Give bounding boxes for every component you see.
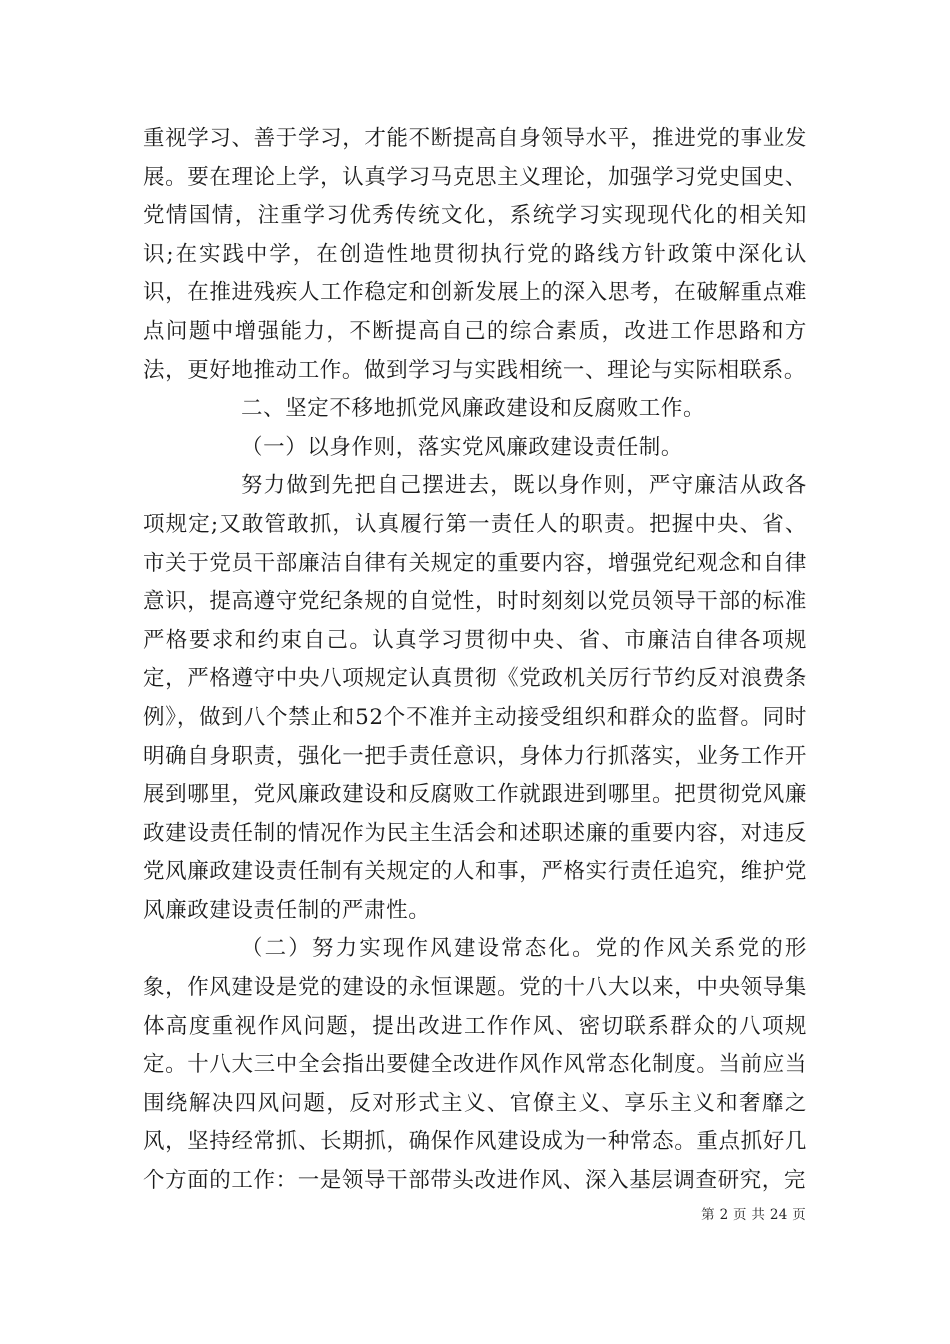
page-number-footer: 第 2 页 共 24 页 bbox=[701, 1207, 806, 1223]
paragraph-integrity: 努力做到先把自己摆进去，既以身作则，严守廉洁从政各项规定;又敢管敢抓，认真履行第一责任人的职责。把握中央、省、市关于党员干部廉洁自律有关规定的重要内容，增强党纪观念和自律意识，提高遵守党纪条规的自觉性，时时刻刻以党员领导干部的标准严格要求和约束自己。认真学习贯彻中央、省、市廉洁自律各项规定，严格遵守中央八项规定认真贯彻《党政机关厉行节约反对浪费条例》，做到八个禁止和52个不准并主动接受组织和群众的监督。同时明确自身职责，强化一把手责任意识，身体力行抓落实，业务工作开展到哪里，党风廉政建设和反腐败工作就跟进到哪里。把贯彻党风廉政建设责任制的情况作为民主生活会和述职述廉的重要内容，对违反党风廉政建设责任制有关规定的人和事，严格实行责任追究，维护党风廉政建设责任制的严肃性。 bbox=[143, 473, 807, 923]
section-heading: 二、坚定不移地抓党风廉政建设和反腐败工作。 bbox=[241, 396, 706, 422]
subsection-heading: （一）以身作则，落实党风廉政建设责任制。 bbox=[241, 434, 684, 460]
paragraph-continuation: 重视学习、善于学习，才能不断提高自身领导水平，推进党的事业发展。要在理论上学，认真学习马克思主义理论，加强学习党史国史、党情国情，注重学习优秀传统文化，系统学习实现现代化的相关知识;在实践中学，在创造性地贯彻执行党的路线方针政策中深化认识，在推进残疾人工作稳定和创新发展上的深入思考，在破解重点难点问题中增强能力，不断提高自己的综合素质，改进工作思路和方法，更好地推动工作。做到学习与实践相统一、理论与实际相联系。 bbox=[143, 126, 807, 383]
body-text bbox=[143, 120, 807, 1201]
paragraph-work-style: （二）努力实现作风建设常态化。党的作风关系党的形象，作风建设是党的建设的永恒课题。党的十八大以来，中央领导集体高度重视作风问题，提出改进工作作风、密切联系群众的八项规定。十八大三中全会指出要健全改进作风作风常态化制度。当前应当围绕解决四风问题，反对形式主义、官僚主义、享乐主义和奢靡之风，坚持经常抓、长期抓，确保作风建设成为一种常态。重点抓好几个方面的工作：一是领导干部带头改进作风、深入基层调查研究，完 bbox=[143, 936, 807, 1194]
